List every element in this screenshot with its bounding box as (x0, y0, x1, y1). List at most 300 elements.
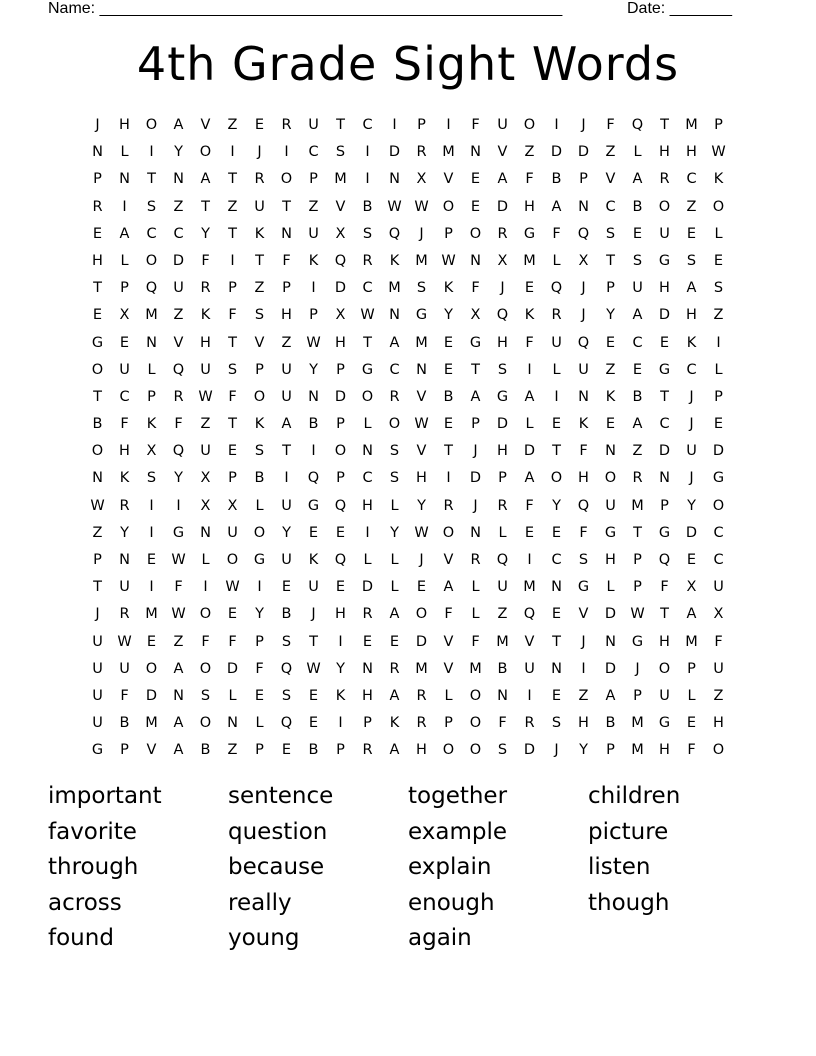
grid-letter: R (200, 280, 211, 297)
grid-letter: Q (577, 334, 590, 351)
grid-letter: L (444, 687, 453, 704)
grid-letter: O (604, 470, 617, 487)
grid-letter: N (308, 388, 319, 405)
grid-letter: B (92, 416, 103, 433)
grid-letter: Q (280, 715, 293, 732)
grid-letter: E (335, 524, 346, 541)
grid-letter: F (444, 606, 453, 623)
grid-letter: F (174, 416, 183, 433)
grid-letter: P (579, 171, 588, 188)
grid-letter: Y (390, 524, 399, 541)
grid-letter: U (92, 687, 103, 704)
grid-letter: B (632, 198, 643, 215)
grid-letter: Z (227, 742, 238, 759)
grid-letter: D (685, 524, 698, 541)
grid-letter: E (686, 225, 697, 242)
grid-letter: P (633, 552, 642, 568)
grid-letter: H (659, 280, 670, 297)
grid-letter: L (390, 552, 399, 568)
grid-letter: A (281, 416, 292, 433)
grid-letter: E (308, 687, 319, 704)
grid-letter: O (199, 144, 212, 161)
grid-letter: A (632, 171, 643, 188)
grid-letter: W (198, 388, 213, 405)
grid-letter: Z (713, 687, 724, 704)
grid-letter: J (635, 660, 640, 677)
grid-letter: U (281, 388, 292, 405)
grid-letter: G (523, 225, 536, 242)
grid-letter: Q (523, 606, 536, 623)
grid-letter: A (524, 470, 535, 487)
grid-letter: A (632, 416, 643, 433)
grid-letter: Z (713, 307, 724, 324)
grid-letter: L (714, 225, 723, 242)
grid-letter: T (336, 117, 345, 133)
grid-letter: Q (334, 552, 347, 568)
word-list-item: found (48, 925, 114, 952)
grid-letter: U (227, 524, 238, 541)
grid-letter: G (469, 334, 482, 351)
grid-letter: J (689, 470, 694, 487)
grid-letter: R (173, 388, 184, 405)
grid-letter: N (497, 687, 508, 704)
grid-letter: R (497, 497, 508, 514)
grid-letter: M (415, 252, 428, 269)
grid-letter: Q (334, 497, 347, 514)
grid-letter: E (362, 633, 373, 650)
grid-letter: F (228, 633, 237, 650)
grid-letter: I (311, 443, 316, 460)
grid-letter: F (525, 171, 534, 188)
grid-letter: M (631, 742, 644, 759)
grid-letter: M (145, 307, 158, 324)
grid-letter: F (660, 579, 669, 596)
grid-letter: T (282, 198, 291, 215)
grid-letter: U (659, 225, 670, 242)
grid-letter: V (443, 171, 454, 188)
grid-letter: R (551, 307, 562, 324)
grid-letter: U (713, 660, 724, 677)
grid-letter: W (414, 198, 429, 215)
grid-letter: E (146, 552, 157, 568)
grid-letter: G (658, 252, 671, 269)
grid-letter: T (228, 225, 237, 242)
grid-letter: K (578, 416, 589, 433)
grid-letter: Z (308, 198, 319, 215)
grid-letter: F (687, 742, 696, 759)
grid-letter: Q (658, 552, 671, 568)
grid-letter: M (523, 579, 536, 596)
grid-letter: S (605, 225, 616, 242)
grid-letter: P (336, 361, 345, 378)
grid-letter: O (523, 117, 536, 133)
grid-letter: N (119, 552, 130, 568)
grid-letter: Z (227, 198, 238, 215)
grid-letter: O (91, 443, 104, 460)
grid-letter: O (658, 660, 671, 677)
grid-letter: P (444, 225, 453, 242)
grid-letter: S (281, 687, 292, 704)
grid-letter: T (228, 171, 237, 188)
grid-letter: K (713, 171, 724, 188)
grid-letter: F (471, 633, 480, 650)
grid-letter: O (442, 198, 455, 215)
grid-letter: V (335, 198, 346, 215)
grid-letter: T (471, 361, 480, 378)
grid-letter: D (604, 660, 617, 677)
grid-letter: S (551, 715, 562, 732)
grid-letter: Y (255, 606, 264, 623)
grid-letter: G (172, 524, 185, 541)
grid-letter: T (660, 606, 669, 623)
grid-letter: O (469, 715, 482, 732)
grid-letter: G (658, 361, 671, 378)
grid-letter: A (551, 198, 562, 215)
grid-letter: K (605, 388, 616, 405)
grid-letter: L (255, 497, 264, 514)
grid-letter: Q (631, 117, 644, 133)
grid-letter: Y (417, 497, 426, 514)
grid-letter: I (527, 687, 532, 704)
grid-letter: T (93, 280, 102, 297)
grid-letter: E (686, 552, 697, 568)
grid-letter: E (254, 687, 265, 704)
grid-letter: M (631, 497, 644, 514)
grid-letter: B (551, 171, 562, 188)
grid-letter: J (689, 416, 694, 433)
grid-letter: M (496, 633, 509, 650)
grid-letter: L (363, 552, 372, 568)
grid-letter: C (605, 198, 616, 215)
grid-letter: R (362, 252, 373, 269)
grid-letter: Z (497, 606, 508, 623)
grid-letter: R (281, 117, 292, 133)
grid-letter: H (524, 198, 535, 215)
grid-letter: P (633, 579, 642, 596)
grid-letter: O (469, 742, 482, 759)
grid-letter: H (659, 633, 670, 650)
grid-letter: H (497, 443, 508, 460)
word-list-item: really (228, 889, 292, 916)
grid-letter: O (253, 524, 266, 541)
grid-letter: N (470, 144, 481, 161)
grid-letter: O (145, 660, 158, 677)
grid-letter: B (605, 715, 616, 732)
grid-letter: P (714, 117, 723, 133)
grid-letter: I (446, 470, 451, 487)
grid-letter: D (658, 443, 671, 460)
grid-letter: D (712, 443, 725, 460)
grid-letter: I (230, 252, 235, 269)
grid-letter: D (577, 144, 590, 161)
grid-letter: E (335, 579, 346, 596)
grid-letter: X (416, 171, 427, 188)
grid-letter: U (497, 579, 508, 596)
grid-letter: Z (686, 198, 697, 215)
grid-letter: W (306, 660, 321, 677)
grid-letter: D (550, 144, 563, 161)
grid-letter: B (497, 660, 508, 677)
grid-letter: E (389, 633, 400, 650)
grid-letter: O (415, 606, 428, 623)
grid-letter: O (469, 687, 482, 704)
grid-letter: O (199, 715, 212, 732)
grid-letter: R (632, 470, 643, 487)
grid-letter: S (146, 470, 157, 487)
grid-letter: I (257, 579, 262, 596)
grid-letter: B (200, 742, 211, 759)
grid-letter: Z (524, 144, 535, 161)
grid-letter: U (281, 497, 292, 514)
grid-letter: K (308, 552, 319, 568)
grid-letter: I (527, 552, 532, 568)
grid-letter: T (228, 334, 237, 351)
grid-letter: E (632, 361, 643, 378)
grid-letter: E (281, 742, 292, 759)
grid-letter: C (173, 225, 184, 242)
grid-letter: Q (577, 497, 590, 514)
grid-letter: J (419, 552, 424, 568)
grid-letter: L (363, 416, 372, 433)
grid-letter: P (255, 361, 264, 378)
grid-letter: R (416, 687, 427, 704)
grid-letter: V (416, 388, 427, 405)
grid-letter: H (362, 687, 373, 704)
grid-letter: U (551, 334, 562, 351)
grid-letter: B (362, 198, 373, 215)
grid-letter: H (92, 252, 103, 269)
grid-letter: P (228, 280, 237, 297)
grid-letter: B (254, 470, 265, 487)
grid-letter: R (362, 742, 373, 759)
grid-letter: Z (578, 687, 589, 704)
grid-letter: J (581, 307, 586, 324)
grid-letter: I (176, 497, 181, 514)
grid-letter: W (171, 552, 186, 568)
word-list-item: favorite (48, 818, 137, 845)
grid-letter: R (362, 606, 373, 623)
grid-letter: C (362, 280, 373, 297)
grid-letter: C (686, 171, 697, 188)
grid-letter: L (687, 687, 696, 704)
grid-letter: V (524, 633, 535, 650)
grid-letter: O (145, 252, 158, 269)
grid-letter: C (362, 117, 373, 133)
grid-letter: X (686, 579, 697, 596)
grid-letter: J (581, 633, 586, 650)
grid-letter: O (199, 606, 212, 623)
grid-letter: U (524, 660, 535, 677)
grid-letter: N (605, 633, 616, 650)
grid-letter: L (471, 579, 480, 596)
grid-letter: F (552, 225, 561, 242)
grid-letter: M (523, 252, 536, 269)
grid-letter: C (308, 144, 319, 161)
grid-letter: N (227, 715, 238, 732)
grid-letter: D (361, 579, 374, 596)
grid-letter: H (335, 334, 346, 351)
grid-letter: C (632, 334, 643, 351)
grid-letter: L (255, 715, 264, 732)
grid-letter: P (282, 280, 291, 297)
grid-letter: Z (173, 198, 184, 215)
word-list-item: though (588, 889, 670, 916)
grid-letter: C (146, 225, 157, 242)
grid-letter: E (146, 633, 157, 650)
grid-letter: P (606, 742, 615, 759)
grid-letter: Z (227, 117, 238, 133)
grid-letter: L (606, 579, 615, 596)
word-list-item: together (408, 783, 508, 809)
grid-letter: L (390, 497, 399, 514)
grid-letter: U (254, 198, 265, 215)
grid-letter: A (497, 171, 508, 188)
grid-letter: V (497, 144, 508, 161)
grid-letter: U (497, 117, 508, 133)
grid-letter: C (686, 361, 697, 378)
grid-letter: P (255, 742, 264, 759)
grid-letter: A (686, 606, 697, 623)
grid-letter: H (578, 470, 589, 487)
grid-letter: K (146, 416, 157, 433)
grid-letter: I (446, 117, 451, 133)
grid-letter: D (469, 470, 482, 487)
grid-letter: Z (173, 307, 184, 324)
grid-letter: N (92, 470, 103, 487)
grid-letter: E (470, 171, 481, 188)
grid-letter: Q (577, 225, 590, 242)
grid-letter: N (470, 252, 481, 269)
grid-letter: F (525, 334, 534, 351)
grid-letter: M (334, 171, 347, 188)
grid-letter: F (471, 117, 480, 133)
grid-letter: G (658, 715, 671, 732)
grid-letter: K (254, 225, 265, 242)
grid-letter: T (444, 443, 453, 460)
word-list-item: example (408, 818, 507, 845)
grid-letter: E (686, 715, 697, 732)
grid-letter: A (173, 117, 184, 133)
grid-letter: O (712, 497, 725, 514)
grid-letter: R (470, 552, 481, 568)
grid-letter: B (308, 416, 319, 433)
grid-letter: C (713, 524, 724, 541)
grid-letter: D (334, 280, 347, 297)
grid-letter: Z (200, 416, 211, 433)
grid-letter: R (497, 225, 508, 242)
grid-letter: S (578, 552, 589, 568)
grid-letter: E (605, 334, 616, 351)
grid-letter: T (660, 117, 669, 133)
grid-letter: E (443, 334, 454, 351)
grid-letter: H (200, 334, 211, 351)
grid-letter: Q (388, 225, 401, 242)
grid-letter: B (119, 715, 130, 732)
grid-letter: I (284, 144, 289, 161)
grid-letter: F (579, 443, 588, 460)
grid-letter: T (660, 388, 669, 405)
grid-letter: S (686, 252, 697, 269)
grid-letter: G (604, 524, 617, 541)
grid-letter: U (173, 280, 184, 297)
grid-letter: U (659, 687, 670, 704)
grid-letter: M (442, 144, 455, 161)
grid-letter: W (630, 606, 645, 623)
grid-letter: D (334, 388, 347, 405)
grid-letter: W (387, 198, 402, 215)
grid-letter: E (443, 361, 454, 378)
grid-letter: O (199, 660, 212, 677)
word-list-item: through (48, 854, 139, 881)
grid-letter: P (147, 388, 156, 405)
grid-letter: E (551, 606, 562, 623)
grid-letter: I (716, 334, 721, 351)
grid-letter: G (415, 307, 428, 324)
grid-letter: L (120, 144, 129, 161)
grid-letter: E (551, 687, 562, 704)
grid-letter: M (685, 117, 698, 133)
grid-letter: A (605, 687, 616, 704)
grid-letter: X (335, 225, 346, 242)
grid-letter: E (254, 117, 265, 133)
grid-letter: R (119, 497, 130, 514)
word-list-item: picture (588, 818, 669, 845)
grid-letter: F (174, 579, 183, 596)
grid-letter: E (92, 307, 103, 324)
grid-letter: U (281, 361, 292, 378)
grid-letter: F (228, 307, 237, 324)
grid-letter: E (227, 606, 238, 623)
grid-letter: H (119, 443, 130, 460)
grid-letter: E (281, 579, 292, 596)
grid-letter: U (92, 715, 103, 732)
grid-letter: U (632, 280, 643, 297)
grid-letter: D (172, 252, 185, 269)
grid-letter: Z (605, 144, 616, 161)
grid-letter: I (554, 388, 559, 405)
grid-letter: S (362, 225, 373, 242)
grid-letter: S (146, 198, 157, 215)
grid-letter: A (443, 579, 454, 596)
grid-letter: X (335, 307, 346, 324)
grid-letter: S (632, 252, 643, 269)
grid-letter: U (308, 117, 319, 133)
grid-letter: I (230, 144, 235, 161)
grid-letter: H (659, 742, 670, 759)
grid-letter: P (498, 470, 507, 487)
grid-letter: P (309, 171, 318, 188)
grid-letter: C (119, 388, 130, 405)
grid-letter: L (525, 416, 534, 433)
grid-letter: S (389, 470, 400, 487)
grid-letter: K (119, 470, 130, 487)
grid-letter: E (632, 225, 643, 242)
grid-letter: E (470, 198, 481, 215)
grid-letter: V (605, 171, 616, 188)
grid-letter: V (173, 334, 184, 351)
grid-letter: P (228, 470, 237, 487)
grid-letter: S (200, 687, 211, 704)
grid-letter: X (497, 252, 508, 269)
letter-grid (84, 112, 732, 765)
grid-letter: L (120, 252, 129, 269)
grid-letter: P (417, 117, 426, 133)
grid-letter: J (689, 388, 694, 405)
grid-letter: M (685, 633, 698, 650)
grid-letter: J (311, 606, 316, 623)
grid-letter: U (119, 660, 130, 677)
grid-letter: O (550, 470, 563, 487)
